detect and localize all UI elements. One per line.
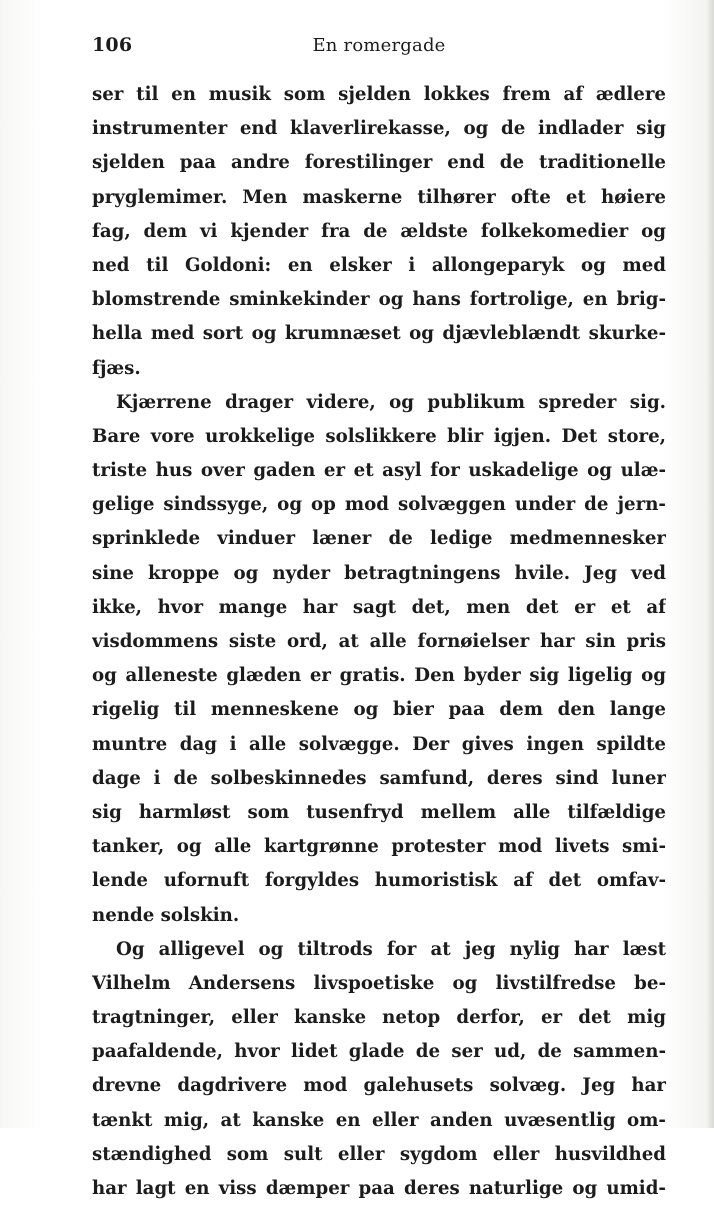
page-number: 106	[92, 34, 133, 56]
page-header	[92, 34, 666, 62]
text-line: lende ufornuft forgyldes humoristisk af det omfav-	[92, 870, 666, 892]
text-line: gelige sindssyge, og op mod solvæggen under de jern-	[92, 494, 666, 516]
text-line: tænkt mig, at kanske en eller anden uvæsentlig om-	[92, 1109, 666, 1131]
text-line: Vilhelm Andersens livspoetiske og livstilfredse be-	[92, 972, 666, 994]
text-line: dage i de solbeskinnedes samfund, deres sind luner	[92, 767, 666, 789]
text-line: triste hus over gaden er et asyl for uskadelige og ulæ-	[92, 460, 666, 482]
text-line: rigelig til menneskene og bier paa dem den lange	[92, 699, 666, 721]
text-line: sig harmløst som tusenfryd mellem alle tilfældige	[92, 801, 666, 823]
running-title: En romergade	[312, 35, 446, 56]
page-edge-shadow	[706, 0, 714, 1128]
text-line: sjelden paa andre forestilinger end de traditionelle	[92, 152, 666, 174]
text-line: visdommens siste ord, at alle fornøielser har sin pris	[92, 631, 666, 652]
body-text	[92, 78, 666, 1206]
text-line: paafaldende, hvor lidet glade de ser ud, de sammen-	[92, 1041, 666, 1063]
text-line: Og alligevel og tiltrods for at jeg nylig har læst	[116, 938, 666, 960]
text-line: sine kroppe og nyder betragtningens hvile. Jeg ved	[92, 562, 666, 584]
text-line: muntre dag i alle solvægge. Der gives ingen spildte	[92, 733, 666, 755]
text-line: ikke, hvor mange har sagt det, men det er et af	[92, 596, 666, 618]
text-line: har lagt en viss dæmper paa deres naturlige og umid-	[92, 1178, 666, 1199]
text-line: ned til Goldoni: en elsker i allongeparyk og med	[92, 254, 666, 276]
text-line: stændighed som sult eller sygdom eller husvildhed	[92, 1143, 666, 1165]
text-line: og alleneste glæden er gratis. Den byder sig ligelig og	[92, 665, 666, 687]
text-line: ser til en musik som sjelden lokkes frem af ædlere	[92, 84, 666, 105]
text-line: tragtninger, eller kanske netop derfor, er det mig	[92, 1007, 666, 1029]
text-line: sprinklede vinduer læner de ledige medmennesker	[92, 528, 666, 550]
text-line: fag, dem vi kjender fra de ældste folkekomedier og	[92, 220, 666, 242]
text-line: fjæs.	[92, 357, 141, 379]
text-line: pryglemimer. Men maskerne tilhører ofte et høiere	[92, 186, 666, 208]
text-line: Bare vore urokkelige solslikkere blir igjen. Det store,	[92, 425, 666, 447]
text-line: hella med sort og krumnæset og djævleblændt skurke-	[92, 323, 666, 345]
text-line: drevne dagdrivere mod galehusets solvæg. Jeg har	[92, 1075, 666, 1097]
text-line: tanker, og alle kartgrønne protester mod livets smi-	[92, 836, 666, 858]
text-line: Kjærrene drager videre, og publikum spreder sig.	[116, 391, 666, 413]
text-line: blomstrende sminkekinder og hans fortrolige, en brig-	[92, 289, 666, 311]
text-line: instrumenter end klaverlirekasse, og de indlader sig	[92, 118, 666, 140]
text-line: nende solskin.	[92, 904, 240, 926]
